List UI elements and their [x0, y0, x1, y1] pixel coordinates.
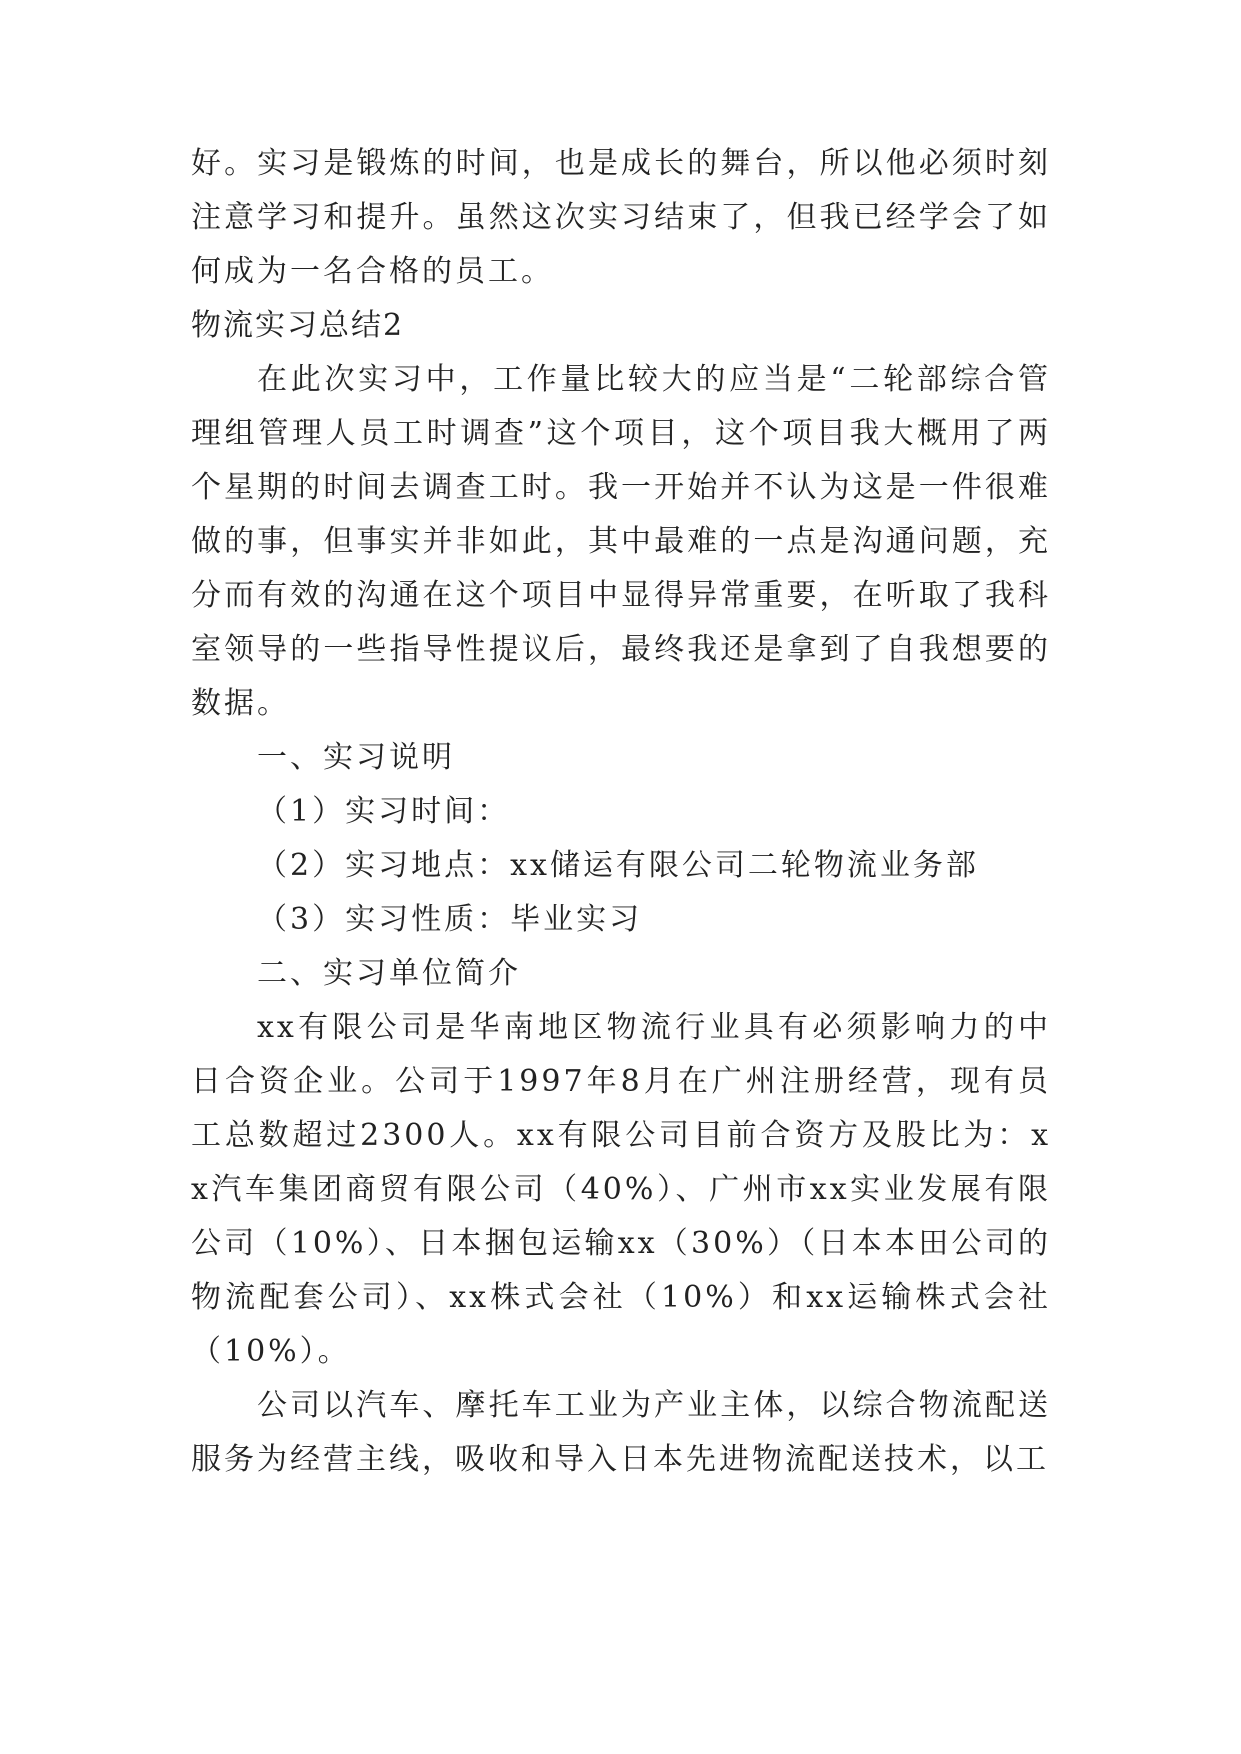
paragraph: 公司以汽车、摩托车工业为产业主体，以综合物流配送服务为经营主线，吸收和导入日本先进物流配送技术，以工	[191, 1388, 1051, 1477]
paragraph-continuation: 好。实习是锻炼的时间，也是成长的舞台，所以他必须时刻注意学习和提升。虽然这次实习结束了，但我已经学会了如何成为一名合格的员工。	[191, 146, 1051, 289]
list-item: （1）实习时间：	[257, 794, 511, 829]
section-title: 物流实习总结2	[191, 308, 405, 343]
section-heading: 二、实习单位简介	[257, 956, 521, 991]
paragraph: 在此次实习中，工作量比较大的应当是“二轮部综合管理组管理人员工时调查”这个项目，这个项目我大概用了两个星期的时间去调查工时。我一开始并不认为这是一件很难做的事，但事实并非如此，其中最难的一点是沟通问题，充分而有效的沟通在这个项目中显得异常重要，在听取了我科室领导的一些指导性提议后，最终我还是拿到了自我想要的数据。	[191, 362, 1051, 721]
list-item: （2）实习地点：xx储运有限公司二轮物流业务部	[257, 848, 979, 883]
document-body	[191, 137, 1051, 1487]
section-heading: 一、实习说明	[257, 740, 455, 775]
paragraph: xx有限公司是华南地区物流行业具有必须影响力的中日合资企业。公司于1997年8月在广州注册经营，现有员工总数超过2300人。xx有限公司目前合资方及股比为：xx汽车集团商贸有限公司（40%）、广州市xx实业发展有限公司（10%）、日本捆包运输xx（30%）（日本本田公司的物流配套公司）、xx株式会社（10%）和xx运输株式会社（10%）。	[191, 1010, 1051, 1369]
list-item: （3）实习性质：毕业实习	[257, 902, 643, 937]
